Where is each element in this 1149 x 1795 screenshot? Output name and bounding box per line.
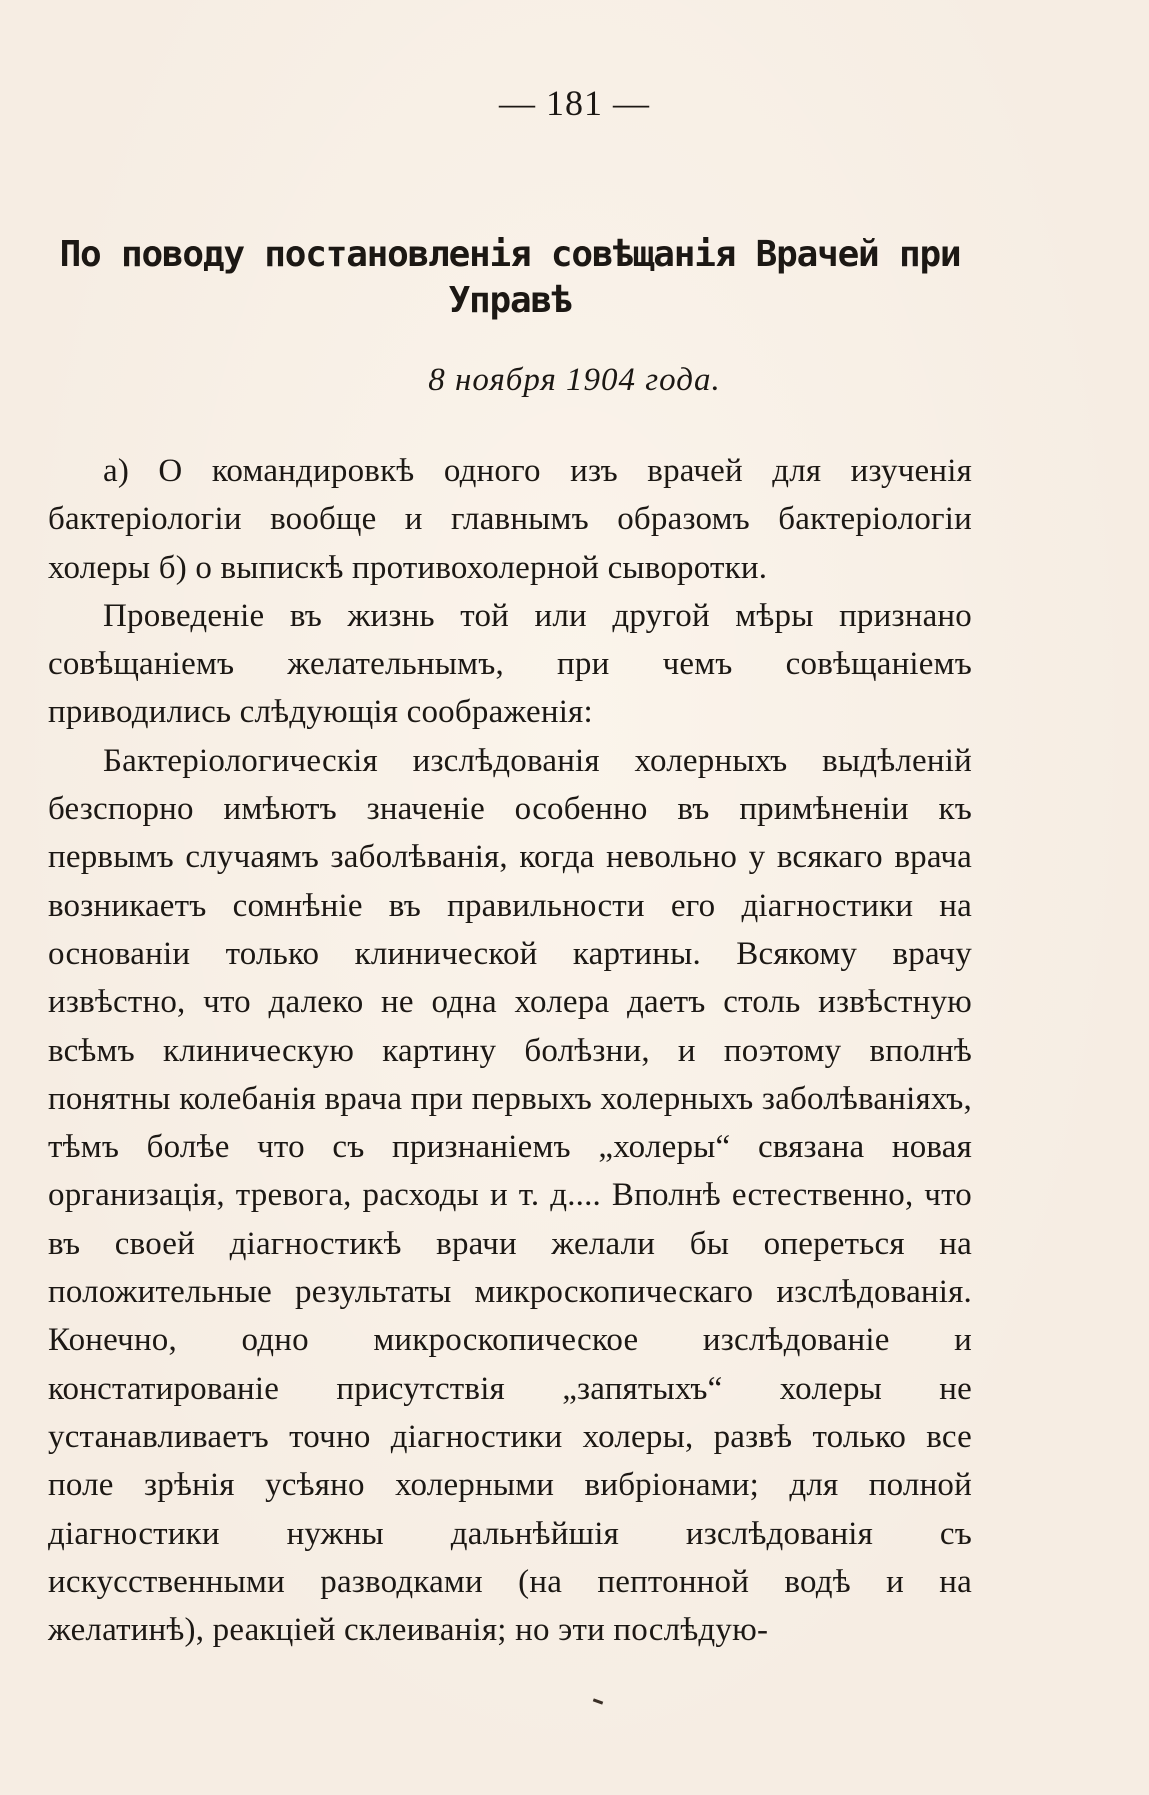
paragraph-2: Проведеніе въ жизнь той или другой мѣры признано совѣщаніемъ желательнымъ, при чемъ совѣщаніемъ приводились слѣдующія соображенія: <box>48 597 972 731</box>
paragraph-3: Бактеріологическія изслѣдованія холерныхъ выдѣленій безспорно имѣютъ значеніе особенно въ примѣненіи къ первымъ случаямъ заболѣванія, когда невольно у всякаго врача возникаетъ сомнѣніе въ правильности его діагностики на основаніи только клинической картины. Всякому врачу извѣстно, что далеко не одна холера даетъ столь извѣстную всѣмъ клиническую картину болѣзни, и поэтому вполнѣ понятны колебанія врача при первыхъ холерныхъ заболѣваніяхъ, тѣмъ болѣе что съ признаніемъ „холеры“ связана новая организація, тревога, расходы и т. д.... Вполнѣ естественно, что въ своей діагностикѣ врачи желали бы опереться на положительные результаты микроскопическаго изслѣдованія. Конечно, одно микроскопическое изслѣдованіе и констатированіе присутствія „запятыхъ“ холеры не устанавливаетъ точно діагностики холеры, развѣ только все поле зрѣнія усѣяно холерными вибріонами; для полной діагностики нужны дальнѣйшія изслѣдованія съ искусственными разводками (на пептонной водѣ и на желатинѣ), реакціей склеиванія; но эти послѣдую- <box>48 742 972 1649</box>
body-text <box>48 447 972 1654</box>
section-date: 8 ноября 1904 года. <box>428 362 721 398</box>
printer-mark <box>593 1698 603 1704</box>
page-number: — 181 — <box>499 83 650 123</box>
section-heading: По поводу постановленія совѣщанія Врачей при Управѣ <box>59 234 961 321</box>
paragraph-1: а) О командировкѣ одного изъ врачей для изученія бактеріологіи вообще и главнымъ образомъ бактеріологіи холеры б) о выпискѣ противохолерной сыворотки. <box>48 453 972 586</box>
